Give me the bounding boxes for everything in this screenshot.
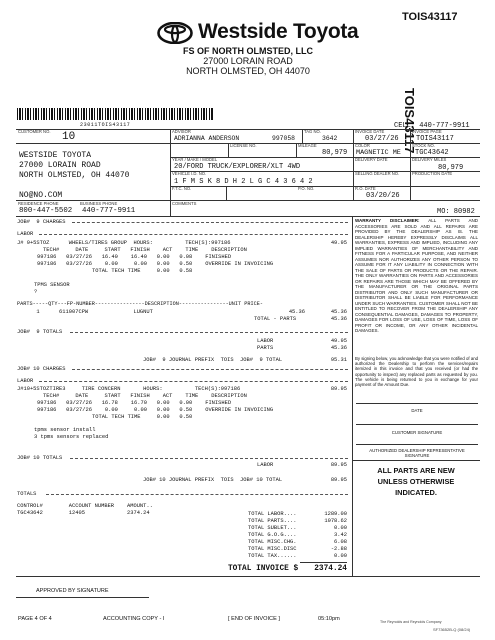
- job10-line: J#10+5STOZTIRE3 TIRE CONCERN HOURS: TECH(S):997186: [17, 386, 241, 392]
- control-header: CONTROL# ACCOUNT NUMBER AMOUNT..: [17, 503, 153, 509]
- ftc-label: F.T.C. NO.: [172, 186, 192, 191]
- tpms-note: ?: [34, 289, 38, 295]
- ro-date-label: R.O. DATE: [355, 186, 376, 191]
- copy-label: ACCOUNTING COPY - I: [103, 616, 165, 622]
- job10-tech-row-2: 997186 03/27/26 0.00 0.00 0.00 0.50 OVERRIDE IN INVOICING: [37, 407, 274, 413]
- customer-email: NO@NO.COM: [19, 191, 63, 200]
- customer-no-label: CUSTOMER NO.: [18, 129, 51, 134]
- mileage: 80,979: [322, 149, 348, 157]
- advisor-no: 997058: [272, 135, 296, 142]
- mileage-label: MILEAGE: [298, 143, 317, 148]
- page-number: PAGE 4 OF 4: [18, 616, 52, 622]
- customer-signature-label: CUSTOMER SIGNATURE: [391, 430, 443, 435]
- summary-value-3: 0.00: [334, 525, 347, 531]
- job10-grand-total: 89.95: [330, 477, 347, 483]
- summary-value-6: -2.88: [330, 546, 347, 552]
- vin: 1 F M S K 8 D H 2 L G C 4 3 6 4 2: [174, 178, 313, 186]
- invoice-page-label: INVOICE PAGE: [412, 129, 442, 134]
- job9-labor-total: 49.95: [330, 338, 347, 344]
- invoice-number-top: TOIS43117: [402, 11, 458, 23]
- date-label: DATE: [411, 408, 423, 413]
- job9-tech-header: TECH# DATE START FINISH ACT TIME DESCRIPTION: [43, 247, 247, 253]
- residence-phone-label: RESIDENCE PHONE: [18, 201, 59, 206]
- barcode: [17, 108, 213, 120]
- job9-parts-total: 45.36: [330, 345, 347, 351]
- summary-label-5: TOTAL MISC.CHG.: [248, 539, 297, 545]
- job10-charges-header: JOB# 10 CHARGES: [17, 366, 66, 372]
- tag-no: 3642: [322, 135, 338, 142]
- tpms-install-note: tpms sensor install: [34, 427, 96, 433]
- job9-grand-total: 95.31: [330, 357, 347, 363]
- tpms-sensor: TPMS SENSOR: [34, 282, 70, 288]
- color: MAGNETIC ME: [356, 149, 401, 157]
- summary-value-7: 0.00: [334, 553, 347, 559]
- rep-signature-label: AUTHORIZED DEALERSHIP REPRESENTATIVE SIGNATURE: [369, 448, 465, 459]
- invoice-number-side: TOIS43117: [402, 88, 417, 154]
- business-phone-label: BUSINESS PHONE: [80, 201, 118, 206]
- business-phone: 440-777-9911: [82, 207, 136, 215]
- tag-label: TAG NO.: [304, 129, 321, 134]
- dealer-address: 27000 LORAIN ROAD: [203, 56, 293, 66]
- dealer-logo: [157, 22, 193, 49]
- job9-line: J# 9+5STOZ WHEELS/TIRES GROUP HOURS: TECH(S):997186: [17, 240, 231, 246]
- end-of-invoice: [ END OF INVOICE ]: [228, 616, 280, 622]
- job9-labor-label: LABOR: [257, 338, 274, 344]
- summary-value-2: 1078.62: [324, 518, 347, 524]
- production-date-label: PRODUCTION DATE: [412, 171, 453, 176]
- summary-label-4: TOTAL G.O.G....: [248, 532, 297, 538]
- customer-city: NORTH OLMSTED, OH 44070: [19, 171, 130, 180]
- job10-labor-header: LABOR: [17, 378, 34, 384]
- job9-tech-total: TOTAL TECH TIME 0.00 0.58: [37, 268, 193, 274]
- dealer-brand: Westside Toyota: [198, 20, 359, 43]
- warranty-disclaimer: [355, 218, 478, 334]
- total-parts-label: TOTAL - PARTS: [254, 316, 297, 322]
- approved-signature-label: APPROVED BY SIGNATURE: [36, 588, 109, 594]
- job10-journal-line: JOB# 10 JOURNAL PREFIX TOIS JOB# 10 TOTAL: [143, 477, 283, 483]
- residence-phone: 800-447-5502: [19, 207, 73, 215]
- labor-header: LABOR: [17, 231, 34, 237]
- part-1-amount: 45.36: [330, 309, 347, 315]
- delivery-miles-label: DELIVERY MILES: [412, 157, 447, 162]
- total-invoice-amount: 2374.24: [314, 565, 347, 573]
- customer-name: WESTSIDE TOYOTA: [19, 151, 92, 160]
- job10-labor-amount: 89.95: [330, 386, 347, 392]
- advisor-name: ADRIANNA ANDERSON: [174, 135, 240, 142]
- warranty-title: WARRANTY DISCLAIMER:: [355, 218, 420, 223]
- total-invoice-label: TOTAL INVOICE $: [228, 565, 299, 573]
- job10-labor-label: LABOR: [257, 462, 274, 468]
- totals-header: TOTALS: [17, 491, 37, 497]
- summary-label-7: TOTAL TAX......: [248, 553, 297, 559]
- dealer-city: NORTH OLMSTED, OH 44070: [186, 66, 310, 76]
- summary-label-6: TOTAL MISC.DISC: [248, 546, 297, 552]
- delivery-date-label: DELIVERY DATE: [355, 157, 388, 162]
- job9-labor-amount: 49.95: [330, 240, 347, 246]
- ymm-label: YEAR / MAKE / MODEL: [172, 157, 218, 162]
- job9-charges-header: JOB# 9 CHARGES: [17, 219, 66, 225]
- summary-label-2: TOTAL PARTS....: [248, 518, 297, 524]
- invoice-date: 03/27/26: [365, 135, 399, 143]
- job9-journal-line: JOB# 9 JOURNAL PREFIX TOIS JOB# 9 TOTAL: [143, 357, 283, 363]
- cell-phone: CELL: 440-777-9911: [394, 122, 470, 130]
- job10-tech-row-1: 997186 03/27/26 16.78 16.70 0.00 0.00 FINISHED: [37, 400, 232, 406]
- invoice-date-label: INVOICE DATE: [355, 129, 385, 134]
- job10-tech-header: TECH# DATE START FINISH ACT TIME DESCRIPTION: [43, 393, 247, 399]
- customer-address: 27000 LORAIN ROAD: [19, 161, 101, 170]
- summary-value-4: 3.42: [334, 532, 347, 538]
- authorization-text: By signing below, you acknowledge that you were notified of and authorized the Dealership to perform the services/repairs itemized in this invoice and that you received (or had the opportunity to inspect) any replaced parts as requested by you. The vehicle is being returned to you in exchange for your payment of the Amount Due.: [355, 356, 478, 388]
- job9-tech-row-2: 997186 03/27/26 0.00 0.00 0.00 0.50 OVERRIDE IN INVOICING: [37, 261, 274, 267]
- po-label: P.O. NO.: [298, 186, 315, 191]
- color-label: COLOR: [355, 143, 370, 148]
- comments-label: COMMENTS: [172, 201, 197, 206]
- job10-labor-total: 89.95: [330, 462, 347, 468]
- job9-tech-row-1: 997186 03/27/26 16.40 16.40 0.00 0.08 FINISHED: [37, 254, 232, 260]
- print-time: 05:10pm: [318, 616, 340, 622]
- barcode-text: 23011TOIS43117: [80, 122, 131, 128]
- year-make-model: 20/FORD TRUCK/EXPLORER/XLT 4WD: [174, 163, 301, 171]
- license-label: LICENSE NO.: [230, 143, 257, 148]
- summary-label-3: TOTAL SUBLET...: [248, 525, 297, 531]
- part-row-1: 1 611007CPW LUGNUT: [17, 309, 153, 315]
- parts-new-notice: ALL PARTS ARE NEW UNLESS OTHERWISE INDICATED.: [377, 466, 455, 497]
- form-number: SF73652B-Q (08/24): [433, 627, 471, 632]
- stock-label: STOCK NO.: [412, 143, 435, 148]
- dealer-legal-name: FS OF NORTH OLMSTED, LLC: [183, 46, 313, 56]
- mo-number: MO: 80982: [437, 208, 475, 216]
- advisor-label: ADVISOR: [172, 129, 191, 134]
- selling-dealer-label: SELLING DEALER NO.: [355, 171, 400, 176]
- tpms-replaced-note: 3 tpms sensors replaced: [34, 434, 109, 440]
- toyota-logo-icon: [157, 22, 193, 44]
- stock-no: TGC43642: [415, 149, 449, 157]
- summary-label-1: TOTAL LABOR....: [248, 511, 297, 517]
- summary-value-5: 6.08: [334, 539, 347, 545]
- job9-parts-label: PARTS: [257, 345, 274, 351]
- job10-tech-total: TOTAL TECH TIME 0.00 0.50: [37, 414, 193, 420]
- parts-header: PARTS-----QTY---FP-NUMBER----------------DESCRIPTION----------------UNIT PRICE-: [17, 301, 263, 307]
- vin-label: VEHICLE I.D. NO.: [172, 171, 207, 176]
- control-row: TGC43642 12405 2374.24: [17, 510, 150, 516]
- vendor-name: The Reynolds and Reynolds Company: [380, 620, 442, 624]
- total-parts-amount: 45.36: [330, 316, 347, 322]
- part-1-unit-price: 45.36: [288, 309, 305, 315]
- job9-totals-header: JOB# 9 TOTALS: [17, 329, 63, 335]
- invoice-no: TOIS43117: [416, 135, 454, 143]
- warranty-text: ALL PARTS AND ACCESSORIES ARE SOLD AND ALL REPAIRS ARE PROVIDED BY THE DEALERSHIP AS IS. THE DEALERSHIP HEREBY EXPRESSLY DISCLAIMS ALL WARRANTIES, EXPRESS AND IMPLIED, INCLUDING ANY IMPLIED WARRANTIES OF MERCHANTABILITY AND FITNESS FOR A PARTICULAR PURPOSE, AND NEITHER ASSUMES NOR AUTHORIZES ANY OTHER PERSON TO ASSUME FOR IT ANY LIABILITY IN CONNECTION WITH THE SALE OF PARTS OR PRODUCTS OR THE REPAIR. THE ONLY WARRANTIES ON PARTS AND ACCESSORIES OR REPAIRS ARE THOSE WHICH MAY BE OFFERED BY THE MANUFACTURER OR THE ORIGINAL PARTS DISTRIBUTOR AND ONLY SUCH MANUFACTURER OR DISTRIBUTOR SHALL BE LIABLE FOR PERFORMANCE UNDER SUCH WARRANTIES. CUSTOMER SHALL NOT BE ENTITLED TO RECOVER FROM THE DEALERSHIP ANY CONSEQUENTIAL DAMAGES, DAMAGES TO PROPERTY, DAMAGES FOR LOSS OF USE, LOSS OF TIME, LOSS OF PROFIT OR INCOME, OR ANY OTHER INCIDENTAL DAMAGES.: [355, 218, 478, 333]
- summary-value-1: 1289.00: [324, 511, 347, 517]
- job10-totals-header: JOB# 10 TOTALS: [17, 455, 63, 461]
- delivery-miles: 80,979: [438, 164, 464, 172]
- customer-no: 10: [62, 131, 76, 143]
- ro-date: 03/20/26: [366, 192, 400, 200]
